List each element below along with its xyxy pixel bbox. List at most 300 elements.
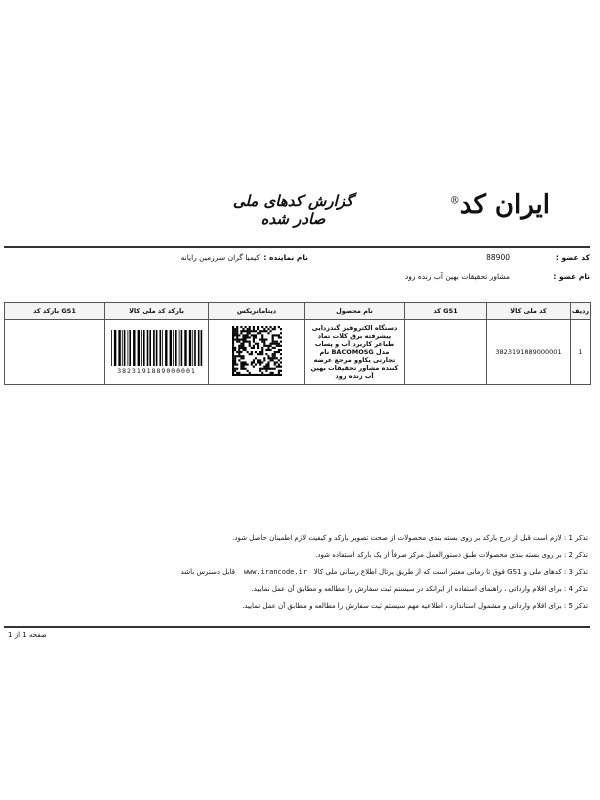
- datamatrix-module: [232, 361, 234, 363]
- barcode-bar: [169, 330, 171, 366]
- header-divider: [4, 246, 590, 248]
- agent-value: کیمیا گران سرزمین رایانه: [180, 253, 260, 262]
- cell-national-code: 3823191889000001: [487, 320, 571, 385]
- barcode-bar: [121, 330, 122, 366]
- datamatrix-module: [257, 332, 259, 334]
- datamatrix-module: [269, 326, 271, 328]
- datamatrix-module: [261, 374, 263, 376]
- datamatrix-module: [234, 330, 236, 332]
- datamatrix-module: [275, 341, 277, 343]
- barcode-bar: [200, 330, 202, 366]
- datamatrix-module: [232, 326, 234, 328]
- datamatrix-module: [248, 353, 250, 355]
- datamatrix-module: [232, 351, 234, 353]
- datamatrix-module: [261, 349, 263, 351]
- datamatrix-module: [267, 368, 269, 370]
- col-product-name: نام محصول: [305, 303, 405, 320]
- datamatrix-module: [271, 368, 273, 370]
- datamatrix-module: [273, 347, 275, 349]
- datamatrix-module: [279, 349, 281, 351]
- datamatrix-module: [259, 374, 261, 376]
- barcode-bar: [111, 330, 112, 366]
- datamatrix-module: [273, 353, 275, 355]
- datamatrix-module: [232, 343, 234, 345]
- datamatrix-module: [279, 332, 281, 334]
- datamatrix-module: [259, 339, 261, 341]
- datamatrix-module: [267, 366, 269, 368]
- datamatrix-module: [236, 330, 238, 332]
- barcode-bar: [113, 330, 115, 366]
- datamatrix-module: [238, 347, 240, 349]
- datamatrix-module: [246, 370, 248, 372]
- datamatrix-module: [232, 339, 234, 341]
- datamatrix-module: [279, 328, 281, 330]
- datamatrix-module: [252, 341, 254, 343]
- datamatrix-module: [263, 368, 265, 370]
- datamatrix-module: [273, 355, 275, 357]
- cell-gs1-barcode: [5, 320, 105, 385]
- datamatrix-module: [271, 347, 273, 349]
- note-3: [28, 564, 588, 581]
- datamatrix-module: [275, 357, 277, 359]
- datamatrix-module: [279, 336, 281, 338]
- datamatrix-module: [238, 353, 240, 355]
- datamatrix-module: [265, 349, 267, 351]
- datamatrix-module: [265, 345, 267, 347]
- barcode-bar: [178, 330, 179, 366]
- datamatrix-module: [242, 339, 244, 341]
- datamatrix-module: [277, 351, 279, 353]
- datamatrix-module: [261, 341, 263, 343]
- datamatrix-module: [259, 351, 261, 353]
- datamatrix-module: [263, 328, 265, 330]
- datamatrix-module: [236, 334, 238, 336]
- datamatrix-module: [279, 370, 281, 372]
- datamatrix-module: [261, 326, 263, 328]
- datamatrix-module: [238, 372, 240, 374]
- datamatrix-module: [250, 351, 252, 353]
- datamatrix-module: [259, 332, 261, 334]
- datamatrix-module: [263, 359, 265, 361]
- datamatrix-module: [279, 366, 281, 368]
- datamatrix-module: [259, 359, 261, 361]
- datamatrix-module: [252, 359, 254, 361]
- datamatrix-module: [271, 336, 273, 338]
- datamatrix-module: [240, 357, 242, 359]
- datamatrix-module: [275, 366, 277, 368]
- datamatrix-module: [273, 374, 275, 376]
- datamatrix-module: [242, 366, 244, 368]
- datamatrix-module: [265, 374, 267, 376]
- irancode-logo: [450, 190, 550, 230]
- datamatrix-module: [277, 334, 279, 336]
- datamatrix-module: [232, 332, 234, 334]
- datamatrix-module: [248, 330, 250, 332]
- datamatrix-module: [273, 341, 275, 343]
- barcode-bar: [149, 330, 151, 366]
- datamatrix-module: [252, 330, 254, 332]
- datamatrix-module: [275, 361, 277, 363]
- datamatrix-module: [236, 374, 238, 376]
- datamatrix-module: [244, 361, 246, 363]
- barcode-bar: [143, 330, 145, 366]
- member-code-label: کد عضو :: [555, 253, 590, 262]
- datamatrix-module: [238, 341, 240, 343]
- barcode-bar: [197, 330, 199, 366]
- datamatrix-module: [252, 374, 254, 376]
- datamatrix-module: [271, 341, 273, 343]
- datamatrix-module: [232, 366, 234, 368]
- datamatrix-module: [275, 374, 277, 376]
- datamatrix-module: [263, 330, 265, 332]
- cell-product-name: دستگاه الکتروفیز گندزدایی پیشرفته برق کلات تماد طباعر کاربرد آب و پساب مدل BACOMOSG نام تجارتی یکاوو مرجع عرضه کننده مشاور تحقیقات بهین آب زنده رود: [305, 320, 405, 385]
- datamatrix-module: [252, 361, 254, 363]
- datamatrix-module: [267, 361, 269, 363]
- datamatrix-module: [263, 341, 265, 343]
- barcode-bar: [153, 330, 155, 366]
- datamatrix-module: [246, 336, 248, 338]
- datamatrix-module: [238, 349, 240, 351]
- datamatrix-module: [275, 334, 277, 336]
- note-1: تذکر 1 : لازم است قبل از درج بارکد بر روی بسته بندی محصولات از صحت تصویر بارکد و کیفیت لازم اطمینان حاصل شود.: [232, 534, 588, 542]
- datamatrix-module: [257, 374, 259, 376]
- datamatrix-module: [261, 347, 263, 349]
- datamatrix-module: [261, 361, 263, 363]
- datamatrix-module: [236, 368, 238, 370]
- datamatrix-module: [244, 336, 246, 338]
- datamatrix-module: [279, 353, 281, 355]
- datamatrix-module: [238, 334, 240, 336]
- barcode-bar: [118, 330, 120, 366]
- datamatrix-module: [244, 349, 246, 351]
- datamatrix-module: [242, 368, 244, 370]
- datamatrix-module: [242, 328, 244, 330]
- datamatrix-module: [269, 372, 271, 374]
- datamatrix-module: [236, 332, 238, 334]
- datamatrix-module: [232, 328, 234, 330]
- datamatrix-module: [267, 374, 269, 376]
- datamatrix-module: [244, 374, 246, 376]
- datamatrix-module: [250, 364, 252, 366]
- col-gs1-code: کد GS1: [405, 303, 487, 320]
- datamatrix-module: [248, 343, 250, 345]
- datamatrix-module: [273, 357, 275, 359]
- datamatrix-module: [234, 364, 236, 366]
- datamatrix-module: [254, 330, 256, 332]
- datamatrix-module: [273, 326, 275, 328]
- datamatrix-module: [277, 345, 279, 347]
- member-code-value: 88900: [486, 253, 510, 262]
- datamatrix-module: [252, 334, 254, 336]
- datamatrix-module: [257, 326, 259, 328]
- barcode-bar: [123, 330, 125, 366]
- datamatrix-module: [271, 328, 273, 330]
- barcode-bar: [175, 330, 177, 366]
- datamatrix-module: [236, 341, 238, 343]
- cell-datamatrix: [209, 320, 305, 385]
- datamatrix-module: [234, 349, 236, 351]
- datamatrix-module: [232, 349, 234, 351]
- datamatrix-module: [250, 353, 252, 355]
- registered-mark: ®: [449, 195, 460, 207]
- datamatrix-module: [273, 364, 275, 366]
- datamatrix-module: [277, 336, 279, 338]
- datamatrix-module: [265, 368, 267, 370]
- datamatrix-module: [269, 368, 271, 370]
- datamatrix-module: [234, 334, 236, 336]
- datamatrix-module: [232, 364, 234, 366]
- datamatrix-module: [238, 345, 240, 347]
- datamatrix-module: [252, 339, 254, 341]
- datamatrix-module: [242, 343, 244, 345]
- barcode-bar: [192, 330, 193, 366]
- datamatrix-module: [232, 370, 234, 372]
- datamatrix-module: [234, 332, 236, 334]
- irancode-link[interactable]: www.irancode.ir: [243, 568, 308, 576]
- datamatrix-module: [234, 357, 236, 359]
- datamatrix-module: [261, 336, 263, 338]
- datamatrix-module: [252, 345, 254, 347]
- datamatrix-module: [236, 326, 238, 328]
- page-number: صفحه 1 از 1: [8, 631, 47, 639]
- datamatrix-module: [267, 345, 269, 347]
- member-name-label: نام عضو :: [553, 272, 590, 281]
- datamatrix-module: [265, 364, 267, 366]
- datamatrix-module: [265, 366, 267, 368]
- datamatrix-module: [254, 351, 256, 353]
- datamatrix-module: [254, 334, 256, 336]
- datamatrix-module: [273, 343, 275, 345]
- datamatrix-module: [244, 326, 246, 328]
- datamatrix-module: [242, 355, 244, 357]
- datamatrix-module: [257, 328, 259, 330]
- datamatrix-module: [279, 357, 281, 359]
- barcode-bar: [127, 330, 128, 366]
- datamatrix-module: [269, 349, 271, 351]
- datamatrix-module: [277, 343, 279, 345]
- datamatrix-module: [248, 341, 250, 343]
- datamatrix-module: [246, 328, 248, 330]
- note-3-text: تذکر 3 : کدهای ملی و GS1 فوق تا زمانی معتبر است که از طریق پرتال اطلاع رسانی ملی کالا: [313, 568, 588, 576]
- datamatrix-module: [269, 359, 271, 361]
- datamatrix-module: [273, 361, 275, 363]
- datamatrix-module: [254, 336, 256, 338]
- datamatrix-module: [232, 336, 234, 338]
- datamatrix-module: [246, 330, 248, 332]
- datamatrix-module: [263, 339, 265, 341]
- datamatrix-module: [269, 357, 271, 359]
- datamatrix-module: [248, 345, 250, 347]
- datamatrix-module: [257, 347, 259, 349]
- datamatrix-module: [250, 347, 252, 349]
- datamatrix-module: [259, 330, 261, 332]
- datamatrix-module: [234, 368, 236, 370]
- datamatrix-module: [236, 355, 238, 357]
- datamatrix-module: [267, 364, 269, 366]
- logo-text: ایران کد: [459, 190, 550, 220]
- datamatrix-module: [257, 359, 259, 361]
- datamatrix-module: [261, 368, 263, 370]
- datamatrix-module: [254, 357, 256, 359]
- datamatrix-module: [261, 330, 263, 332]
- datamatrix-module: [238, 374, 240, 376]
- datamatrix-module: [259, 370, 261, 372]
- cell-row-number: 1: [571, 320, 591, 385]
- datamatrix-module: [242, 345, 244, 347]
- barcode-bar: [194, 330, 196, 366]
- datamatrix-module: [244, 334, 246, 336]
- datamatrix-module: [267, 347, 269, 349]
- col-national-barcode: بارکد کد ملی کالا: [105, 303, 209, 320]
- datamatrix-module: [261, 339, 263, 341]
- datamatrix-module: [252, 336, 254, 338]
- datamatrix-module: [232, 357, 234, 359]
- barcode-bar: [173, 330, 174, 366]
- barcode-bar: [137, 330, 139, 366]
- datamatrix-module: [240, 361, 242, 363]
- datamatrix-module: [232, 341, 234, 343]
- datamatrix-module: [236, 336, 238, 338]
- datamatrix-module: [271, 359, 273, 361]
- table-header-row: [5, 303, 591, 320]
- datamatrix-module: [240, 332, 242, 334]
- note-5: تذکر 5 : برای اقلام وارداتی و مشمول استاندارد ، اطلاعیه مهم سیستم ثبت سفارش را مطالعه و مطابق آن عمل نمایید.: [242, 602, 588, 610]
- datamatrix-module: [248, 332, 250, 334]
- datamatrix-module: [244, 364, 246, 366]
- datamatrix-module: [254, 374, 256, 376]
- datamatrix-module: [246, 364, 248, 366]
- datamatrix-module: [269, 330, 271, 332]
- datamatrix-module: [259, 361, 261, 363]
- member-name-value: مشاور تحقیقات بهین آب زنده رود: [404, 272, 510, 281]
- datamatrix-module: [263, 357, 265, 359]
- datamatrix-module: [277, 370, 279, 372]
- datamatrix-module: [246, 341, 248, 343]
- datamatrix-module: [246, 351, 248, 353]
- datamatrix-module: [267, 332, 269, 334]
- datamatrix-module: [240, 351, 242, 353]
- datamatrix-module: [267, 357, 269, 359]
- datamatrix-module: [265, 353, 267, 355]
- barcode-bar: [180, 330, 182, 366]
- datamatrix-module: [273, 368, 275, 370]
- cell-national-barcode: [105, 320, 209, 385]
- datamatrix-module: [232, 334, 234, 336]
- datamatrix-module: [271, 353, 273, 355]
- datamatrix-module: [271, 334, 273, 336]
- datamatrix-module: [250, 361, 252, 363]
- datamatrix-module: [240, 368, 242, 370]
- datamatrix-module: [263, 343, 265, 345]
- datamatrix-module: [244, 339, 246, 341]
- datamatrix-module: [257, 353, 259, 355]
- datamatrix-module: [240, 330, 242, 332]
- agent-label: نام نماینده :: [263, 253, 308, 262]
- datamatrix-module: [244, 347, 246, 349]
- national-barcode: [109, 330, 205, 375]
- barcode-digits: 3823191889000001: [117, 366, 196, 375]
- datamatrix-module: [240, 326, 242, 328]
- datamatrix-module: [236, 364, 238, 366]
- col-national-code: کد ملی کالا: [487, 303, 571, 320]
- datamatrix-module: [277, 326, 279, 328]
- barcode-bar: [184, 330, 186, 366]
- notes-list: [28, 530, 588, 615]
- datamatrix-module: [242, 374, 244, 376]
- datamatrix-module: [236, 339, 238, 341]
- datamatrix-module: [238, 359, 240, 361]
- datamatrix-module: [244, 341, 246, 343]
- datamatrix-module: [273, 334, 275, 336]
- datamatrix-module: [252, 366, 254, 368]
- datamatrix-module: [238, 355, 240, 357]
- note-2: تذکر 2 : بر روی بسته بندی محصولات طبق دستورالعمل مرکز صرفاً از یک بارکد استفاده شود.: [315, 551, 588, 559]
- table-row: [5, 320, 591, 385]
- datamatrix-module: [252, 328, 254, 330]
- datamatrix-module: [271, 343, 273, 345]
- datamatrix-module: [273, 328, 275, 330]
- datamatrix-module: [232, 374, 234, 376]
- datamatrix-module: [261, 353, 263, 355]
- datamatrix-code: [232, 326, 282, 376]
- datamatrix-module: [265, 330, 267, 332]
- barcode-bar: [129, 330, 131, 366]
- datamatrix-module: [277, 349, 279, 351]
- barcode-bar: [141, 330, 142, 366]
- datamatrix-module: [250, 334, 252, 336]
- datamatrix-module: [248, 326, 250, 328]
- datamatrix-module: [240, 366, 242, 368]
- datamatrix-module: [279, 361, 281, 363]
- datamatrix-module: [277, 372, 279, 374]
- datamatrix-module: [242, 361, 244, 363]
- datamatrix-module: [232, 330, 234, 332]
- datamatrix-module: [277, 364, 279, 366]
- datamatrix-module: [242, 341, 244, 343]
- datamatrix-module: [240, 339, 242, 341]
- datamatrix-module: [269, 343, 271, 345]
- datamatrix-module: [267, 328, 269, 330]
- barcode-bar: [159, 330, 161, 366]
- datamatrix-module: [248, 328, 250, 330]
- datamatrix-module: [267, 355, 269, 357]
- datamatrix-module: [232, 353, 234, 355]
- note-3-tail: قابل دسترس باشد: [180, 568, 235, 576]
- datamatrix-module: [234, 370, 236, 372]
- datamatrix-module: [271, 374, 273, 376]
- datamatrix-module: [279, 341, 281, 343]
- note-4: تذکر 4 : برای اقلام وارداتی ، راهنمای استفاده از ایرانکد در سیستم ثبت سفارش را مطالعه و مطابق آن عمل نمایید.: [251, 585, 588, 593]
- datamatrix-module: [238, 339, 240, 341]
- barcode-bar: [133, 330, 135, 366]
- datamatrix-module: [242, 364, 244, 366]
- datamatrix-module: [263, 374, 265, 376]
- datamatrix-module: [242, 330, 244, 332]
- datamatrix-module: [254, 364, 256, 366]
- codes-table: [4, 302, 591, 385]
- datamatrix-module: [244, 330, 246, 332]
- datamatrix-module: [236, 372, 238, 374]
- datamatrix-module: [240, 345, 242, 347]
- datamatrix-module: [248, 372, 250, 374]
- datamatrix-module: [232, 368, 234, 370]
- datamatrix-module: [236, 351, 238, 353]
- datamatrix-module: [232, 355, 234, 357]
- datamatrix-module: [232, 345, 234, 347]
- datamatrix-module: [244, 368, 246, 370]
- barcode-bar: [162, 330, 163, 366]
- barcode-bar: [146, 330, 148, 366]
